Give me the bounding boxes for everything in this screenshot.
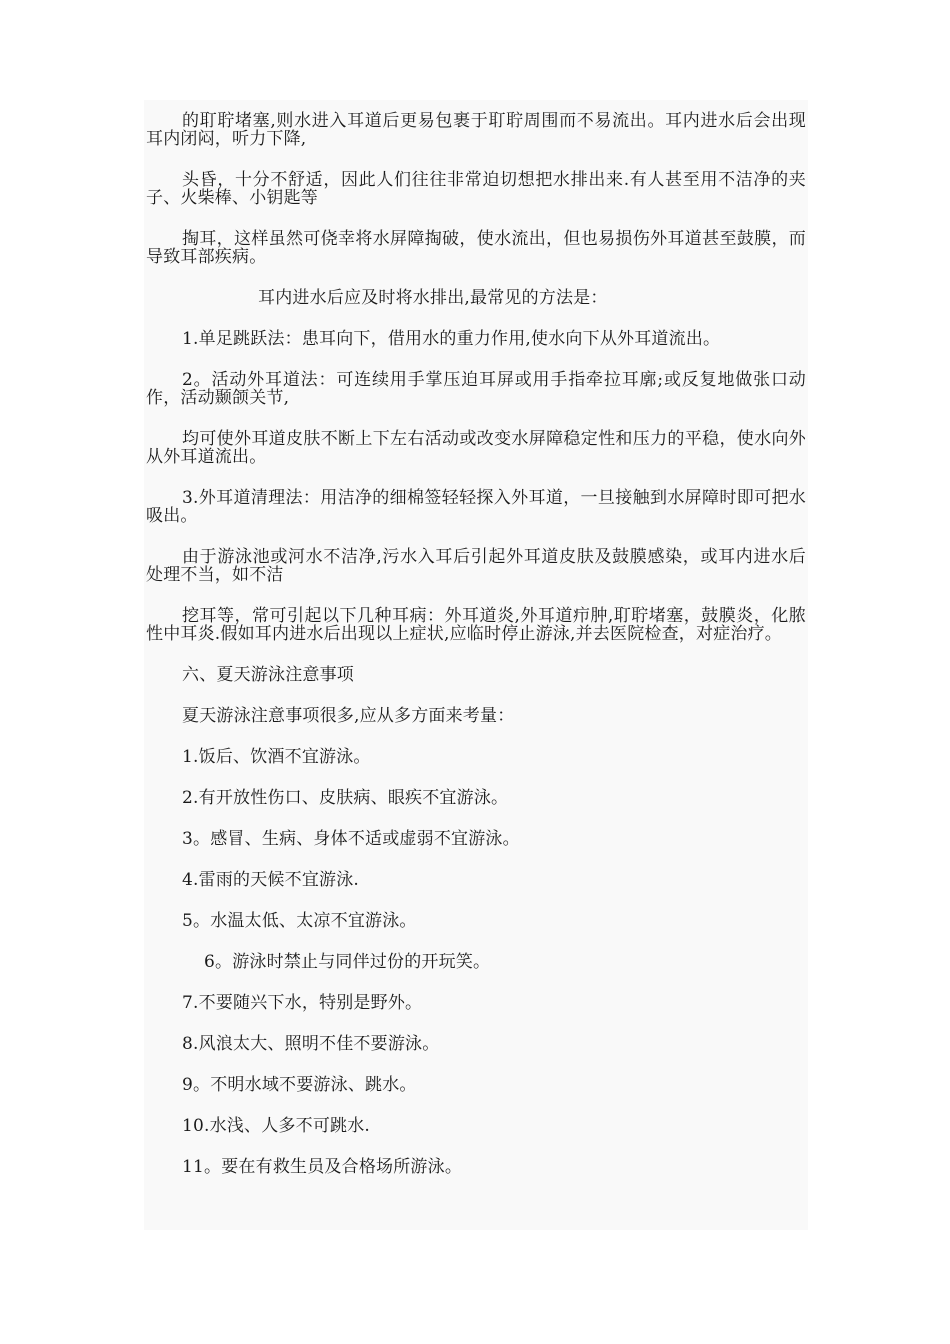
paragraph-heading: 耳内进水后应及时将水排出,最常见的方法是： <box>258 288 608 308</box>
paragraph: 挖耳等，常可引起以下几种耳病：外耳道炎,外耳道疖肿,耵聍堵塞，鼓膜炎，化脓性中耳炎.假如耳内进水后出现以上症状,应临时停止游泳,并去医院检查，对症治疗。 <box>146 606 806 644</box>
section-heading: 六、夏天游泳注意事项 <box>182 665 354 685</box>
paragraph: 夏天游泳注意事项很多,应从多方面来考量： <box>182 706 515 726</box>
list-item: 9。不明水域不要游泳、跳水。 <box>182 1075 417 1095</box>
list-item: 10.水浅、人多不可跳水. <box>182 1116 371 1136</box>
list-item: 7.不要随兴下水，特别是野外。 <box>182 993 423 1013</box>
list-item: 4.雷雨的天候不宜游泳. <box>182 870 360 890</box>
paragraph: 头昏，十分不舒适，因此人们往往非常迫切想把水排出来.有人甚至用不洁净的夹子、火柴棒、小钥匙等 <box>146 170 806 208</box>
list-item: 6。游泳时禁止与同伴过份的开玩笑。 <box>204 952 491 972</box>
paragraph: 的耵聍堵塞,则水进入耳道后更易包裹于耵聍周围而不易流出。耳内进水后会出现耳内闭闷，听力下降, <box>146 111 806 149</box>
paragraph: 均可使外耳道皮肤不断上下左右活动或改变水屏障稳定性和压力的平稳，使水向外从外耳道流出。 <box>146 429 806 467</box>
paragraph: 由于游泳池或河水不洁净,污水入耳后引起外耳道皮肤及鼓膜感染，或耳内进水后处理不当，如不洁 <box>146 547 806 585</box>
list-item: 3。感冒、生病、身体不适或虚弱不宜游泳。 <box>182 829 520 849</box>
paragraph: 掏耳，这样虽然可侥幸将水屏障掏破，使水流出，但也易损伤外耳道甚至鼓膜，而导致耳部疾病。 <box>146 229 806 267</box>
list-item: 2。活动外耳道法：可连续用手掌压迫耳屏或用手指牵拉耳廓;或反复地做张口动作，活动颞颌关节, <box>146 370 806 408</box>
list-item: 1.单足跳跃法：患耳向下，借用水的重力作用,使水向下从外耳道流出。 <box>182 329 721 349</box>
list-item: 5。水温太低、太凉不宜游泳。 <box>182 911 417 931</box>
list-item: 3.外耳道清理法：用洁净的细棉签轻轻探入外耳道，一旦接触到水屏障时即可把水吸出。 <box>146 488 806 526</box>
list-item: 11。要在有救生员及合格场所游泳。 <box>182 1157 463 1177</box>
list-item: 1.饭后、饮酒不宜游泳。 <box>182 747 371 767</box>
list-item: 2.有开放性伤口、皮肤病、眼疾不宜游泳。 <box>182 788 509 808</box>
document-body <box>146 112 806 1199</box>
list-item: 8.风浪太大、照明不佳不要游泳。 <box>182 1034 440 1054</box>
